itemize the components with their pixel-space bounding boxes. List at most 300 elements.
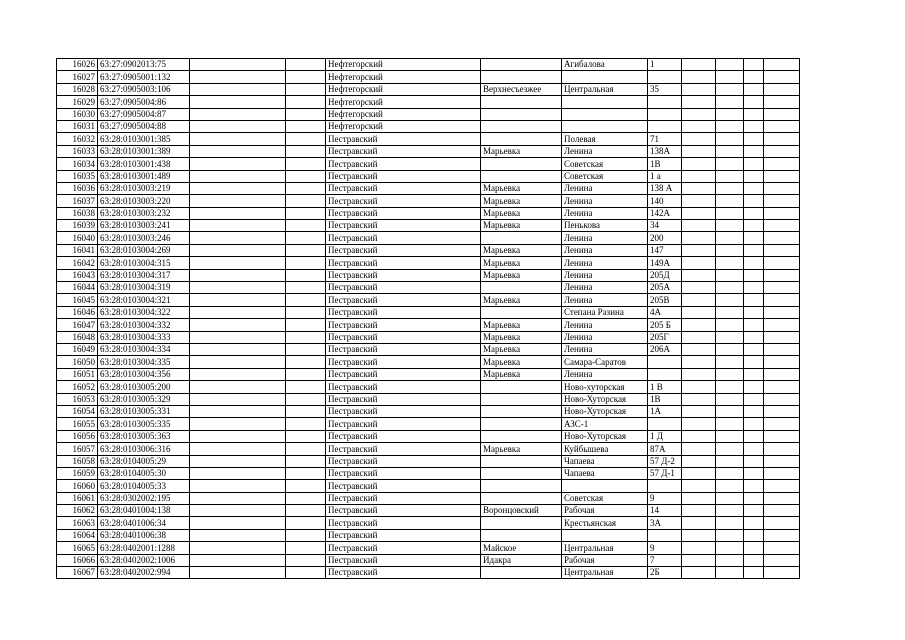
row-number-cell[interactable]: 16040: [57, 232, 98, 244]
empty-cell[interactable]: [744, 120, 764, 132]
empty-cell[interactable]: [716, 443, 744, 455]
locality-cell[interactable]: [481, 381, 562, 393]
house-number-cell[interactable]: [648, 108, 682, 120]
empty-cell[interactable]: [716, 492, 744, 504]
empty-cell[interactable]: [682, 120, 716, 132]
empty-cell[interactable]: [716, 145, 744, 157]
district-cell[interactable]: Пестравский: [326, 257, 481, 269]
empty-cell[interactable]: [286, 170, 326, 182]
district-cell[interactable]: Пестравский: [326, 269, 481, 281]
row-number-cell[interactable]: 16032: [57, 133, 98, 145]
street-cell[interactable]: Ленина: [562, 331, 648, 343]
row-number-cell[interactable]: 16055: [57, 418, 98, 430]
row-number-cell[interactable]: 16044: [57, 282, 98, 294]
row-number-cell[interactable]: 16065: [57, 542, 98, 554]
street-cell[interactable]: Крестьянская: [562, 517, 648, 529]
empty-cell[interactable]: [286, 133, 326, 145]
house-number-cell[interactable]: 147: [648, 244, 682, 256]
empty-cell[interactable]: [716, 405, 744, 417]
house-number-cell[interactable]: 205 Б: [648, 319, 682, 331]
empty-cell[interactable]: [682, 343, 716, 355]
locality-cell[interactable]: Майское: [481, 542, 562, 554]
cadastral-number-cell[interactable]: 63:28:0103003:232: [98, 207, 190, 219]
empty-cell[interactable]: [716, 455, 744, 467]
house-number-cell[interactable]: 200: [648, 232, 682, 244]
empty-cell[interactable]: [682, 133, 716, 145]
empty-cell[interactable]: [764, 418, 800, 430]
empty-cell[interactable]: [744, 257, 764, 269]
cadastral-number-cell[interactable]: 63:28:0104005:30: [98, 467, 190, 479]
empty-cell[interactable]: [682, 195, 716, 207]
locality-cell[interactable]: [481, 567, 562, 579]
district-cell[interactable]: Пестравский: [326, 492, 481, 504]
row-number-cell[interactable]: 16037: [57, 195, 98, 207]
cadastral-number-cell[interactable]: 63:28:0103001:389: [98, 145, 190, 157]
empty-cell[interactable]: [764, 368, 800, 380]
street-cell[interactable]: Ленина: [562, 207, 648, 219]
empty-cell[interactable]: [286, 393, 326, 405]
empty-cell[interactable]: [744, 443, 764, 455]
locality-cell[interactable]: Марьевка: [481, 331, 562, 343]
locality-cell[interactable]: [481, 120, 562, 132]
empty-cell[interactable]: [286, 343, 326, 355]
cadastral-number-cell[interactable]: 63:28:0103004:334: [98, 343, 190, 355]
empty-cell[interactable]: [716, 158, 744, 170]
empty-cell[interactable]: [716, 331, 744, 343]
cadastral-number-cell[interactable]: 63:28:0103004:269: [98, 244, 190, 256]
empty-cell[interactable]: [682, 467, 716, 479]
empty-cell[interactable]: [764, 244, 800, 256]
empty-cell[interactable]: [716, 244, 744, 256]
empty-cell[interactable]: [764, 306, 800, 318]
district-cell[interactable]: Пестравский: [326, 381, 481, 393]
cadastral-number-cell[interactable]: 63:28:0103004:319: [98, 282, 190, 294]
row-number-cell[interactable]: 16058: [57, 455, 98, 467]
cadastral-number-cell[interactable]: 63:28:0103004:315: [98, 257, 190, 269]
empty-cell[interactable]: [286, 306, 326, 318]
empty-cell[interactable]: [744, 145, 764, 157]
district-cell[interactable]: Пестравский: [326, 443, 481, 455]
district-cell[interactable]: Пестравский: [326, 505, 481, 517]
locality-cell[interactable]: [481, 418, 562, 430]
empty-cell[interactable]: [190, 96, 286, 108]
empty-cell[interactable]: [716, 554, 744, 566]
empty-cell[interactable]: [286, 71, 326, 83]
empty-cell[interactable]: [190, 207, 286, 219]
empty-cell[interactable]: [682, 59, 716, 71]
empty-cell[interactable]: [286, 467, 326, 479]
district-cell[interactable]: Пестравский: [326, 430, 481, 442]
row-number-cell[interactable]: 16059: [57, 467, 98, 479]
locality-cell[interactable]: Марьевка: [481, 195, 562, 207]
district-cell[interactable]: Пестравский: [326, 331, 481, 343]
district-cell[interactable]: Пестравский: [326, 405, 481, 417]
empty-cell[interactable]: [190, 368, 286, 380]
house-number-cell[interactable]: [648, 71, 682, 83]
empty-cell[interactable]: [744, 133, 764, 145]
empty-cell[interactable]: [190, 405, 286, 417]
house-number-cell[interactable]: 57 Д-1: [648, 467, 682, 479]
street-cell[interactable]: Ленина: [562, 182, 648, 194]
empty-cell[interactable]: [764, 467, 800, 479]
empty-cell[interactable]: [764, 492, 800, 504]
house-number-cell[interactable]: 34: [648, 220, 682, 232]
empty-cell[interactable]: [716, 83, 744, 95]
empty-cell[interactable]: [744, 195, 764, 207]
empty-cell[interactable]: [744, 430, 764, 442]
empty-cell[interactable]: [286, 96, 326, 108]
empty-cell[interactable]: [682, 517, 716, 529]
locality-cell[interactable]: [481, 96, 562, 108]
street-cell[interactable]: Советская: [562, 170, 648, 182]
locality-cell[interactable]: [481, 393, 562, 405]
locality-cell[interactable]: [481, 430, 562, 442]
locality-cell[interactable]: Марьевка: [481, 356, 562, 368]
empty-cell[interactable]: [764, 331, 800, 343]
empty-cell[interactable]: [744, 418, 764, 430]
empty-cell[interactable]: [190, 393, 286, 405]
empty-cell[interactable]: [744, 319, 764, 331]
empty-cell[interactable]: [286, 418, 326, 430]
empty-cell[interactable]: [744, 505, 764, 517]
empty-cell[interactable]: [190, 108, 286, 120]
row-number-cell[interactable]: 16042: [57, 257, 98, 269]
empty-cell[interactable]: [716, 381, 744, 393]
empty-cell[interactable]: [744, 529, 764, 541]
locality-cell[interactable]: [481, 282, 562, 294]
empty-cell[interactable]: [286, 158, 326, 170]
street-cell[interactable]: Центральная: [562, 83, 648, 95]
empty-cell[interactable]: [764, 195, 800, 207]
empty-cell[interactable]: [716, 529, 744, 541]
cadastral-number-cell[interactable]: 63:28:0103006:316: [98, 443, 190, 455]
empty-cell[interactable]: [764, 282, 800, 294]
empty-cell[interactable]: [764, 480, 800, 492]
district-cell[interactable]: Пестравский: [326, 294, 481, 306]
district-cell[interactable]: Пестравский: [326, 567, 481, 579]
empty-cell[interactable]: [764, 393, 800, 405]
empty-cell[interactable]: [716, 467, 744, 479]
street-cell[interactable]: Агибалова: [562, 59, 648, 71]
empty-cell[interactable]: [764, 455, 800, 467]
empty-cell[interactable]: [682, 529, 716, 541]
row-number-cell[interactable]: 16051: [57, 368, 98, 380]
empty-cell[interactable]: [744, 158, 764, 170]
house-number-cell[interactable]: [648, 418, 682, 430]
empty-cell[interactable]: [744, 368, 764, 380]
street-cell[interactable]: [562, 120, 648, 132]
empty-cell[interactable]: [716, 505, 744, 517]
district-cell[interactable]: Нефтегорский: [326, 120, 481, 132]
empty-cell[interactable]: [682, 269, 716, 281]
row-number-cell[interactable]: 16063: [57, 517, 98, 529]
empty-cell[interactable]: [682, 282, 716, 294]
empty-cell[interactable]: [286, 319, 326, 331]
street-cell[interactable]: Ленина: [562, 244, 648, 256]
empty-cell[interactable]: [286, 381, 326, 393]
empty-cell[interactable]: [744, 480, 764, 492]
empty-cell[interactable]: [286, 492, 326, 504]
district-cell[interactable]: Пестравский: [326, 480, 481, 492]
empty-cell[interactable]: [764, 170, 800, 182]
empty-cell[interactable]: [682, 455, 716, 467]
street-cell[interactable]: Ленина: [562, 319, 648, 331]
empty-cell[interactable]: [744, 182, 764, 194]
house-number-cell[interactable]: 87А: [648, 443, 682, 455]
empty-cell[interactable]: [190, 306, 286, 318]
street-cell[interactable]: Центральная: [562, 567, 648, 579]
locality-cell[interactable]: [481, 306, 562, 318]
district-cell[interactable]: Пестравский: [326, 319, 481, 331]
empty-cell[interactable]: [190, 505, 286, 517]
empty-cell[interactable]: [744, 492, 764, 504]
cadastral-number-cell[interactable]: 63:28:0103005:335: [98, 418, 190, 430]
district-cell[interactable]: Пестравский: [326, 343, 481, 355]
house-number-cell[interactable]: [648, 120, 682, 132]
locality-cell[interactable]: [481, 405, 562, 417]
empty-cell[interactable]: [682, 405, 716, 417]
district-cell[interactable]: Пестравский: [326, 282, 481, 294]
empty-cell[interactable]: [286, 120, 326, 132]
district-cell[interactable]: Пестравский: [326, 182, 481, 194]
house-number-cell[interactable]: 9: [648, 492, 682, 504]
district-cell[interactable]: Пестравский: [326, 356, 481, 368]
house-number-cell[interactable]: [648, 529, 682, 541]
district-cell[interactable]: Нефтегорский: [326, 59, 481, 71]
street-cell[interactable]: Ленина: [562, 195, 648, 207]
empty-cell[interactable]: [286, 244, 326, 256]
empty-cell[interactable]: [286, 517, 326, 529]
house-number-cell[interactable]: 205А: [648, 282, 682, 294]
locality-cell[interactable]: Воронцовский: [481, 505, 562, 517]
empty-cell[interactable]: [744, 282, 764, 294]
empty-cell[interactable]: [682, 71, 716, 83]
row-number-cell[interactable]: 16029: [57, 96, 98, 108]
house-number-cell[interactable]: 1В: [648, 158, 682, 170]
empty-cell[interactable]: [286, 567, 326, 579]
empty-cell[interactable]: [190, 443, 286, 455]
empty-cell[interactable]: [764, 207, 800, 219]
empty-cell[interactable]: [190, 232, 286, 244]
empty-cell[interactable]: [744, 393, 764, 405]
empty-cell[interactable]: [716, 170, 744, 182]
empty-cell[interactable]: [190, 195, 286, 207]
empty-cell[interactable]: [286, 182, 326, 194]
cadastral-number-cell[interactable]: 63:28:0302002:195: [98, 492, 190, 504]
empty-cell[interactable]: [286, 207, 326, 219]
empty-cell[interactable]: [286, 195, 326, 207]
locality-cell[interactable]: [481, 133, 562, 145]
locality-cell[interactable]: Марьевка: [481, 343, 562, 355]
empty-cell[interactable]: [190, 554, 286, 566]
street-cell[interactable]: [562, 480, 648, 492]
house-number-cell[interactable]: [648, 96, 682, 108]
empty-cell[interactable]: [190, 71, 286, 83]
cadastral-number-cell[interactable]: 63:28:0103004:335: [98, 356, 190, 368]
row-number-cell[interactable]: 16064: [57, 529, 98, 541]
street-cell[interactable]: Ново-Хуторская: [562, 405, 648, 417]
street-cell[interactable]: Чапаева: [562, 467, 648, 479]
empty-cell[interactable]: [764, 554, 800, 566]
district-cell[interactable]: Пестравский: [326, 170, 481, 182]
house-number-cell[interactable]: 140: [648, 195, 682, 207]
district-cell[interactable]: Пестравский: [326, 306, 481, 318]
street-cell[interactable]: Ленина: [562, 269, 648, 281]
street-cell[interactable]: [562, 529, 648, 541]
cadastral-number-cell[interactable]: 63:28:0103004:356: [98, 368, 190, 380]
cadastral-number-cell[interactable]: 63:28:0402001:1288: [98, 542, 190, 554]
empty-cell[interactable]: [682, 306, 716, 318]
street-cell[interactable]: Ново-Хуторская: [562, 430, 648, 442]
empty-cell[interactable]: [286, 257, 326, 269]
district-cell[interactable]: Нефтегорский: [326, 71, 481, 83]
empty-cell[interactable]: [744, 517, 764, 529]
empty-cell[interactable]: [190, 319, 286, 331]
empty-cell[interactable]: [764, 542, 800, 554]
empty-cell[interactable]: [286, 282, 326, 294]
house-number-cell[interactable]: 1В: [648, 393, 682, 405]
street-cell[interactable]: Пенькова: [562, 220, 648, 232]
locality-cell[interactable]: [481, 232, 562, 244]
district-cell[interactable]: Пестравский: [326, 232, 481, 244]
empty-cell[interactable]: [744, 232, 764, 244]
empty-cell[interactable]: [682, 319, 716, 331]
locality-cell[interactable]: Марьевка: [481, 145, 562, 157]
street-cell[interactable]: Ново-Хуторская: [562, 393, 648, 405]
empty-cell[interactable]: [744, 381, 764, 393]
locality-cell[interactable]: Марьевка: [481, 269, 562, 281]
house-number-cell[interactable]: 138 А: [648, 182, 682, 194]
empty-cell[interactable]: [682, 567, 716, 579]
row-number-cell[interactable]: 16047: [57, 319, 98, 331]
empty-cell[interactable]: [682, 96, 716, 108]
empty-cell[interactable]: [190, 133, 286, 145]
empty-cell[interactable]: [682, 554, 716, 566]
empty-cell[interactable]: [682, 158, 716, 170]
empty-cell[interactable]: [190, 220, 286, 232]
locality-cell[interactable]: [481, 108, 562, 120]
empty-cell[interactable]: [764, 145, 800, 157]
empty-cell[interactable]: [190, 356, 286, 368]
row-number-cell[interactable]: 16038: [57, 207, 98, 219]
empty-cell[interactable]: [190, 158, 286, 170]
district-cell[interactable]: Пестравский: [326, 455, 481, 467]
empty-cell[interactable]: [744, 244, 764, 256]
house-number-cell[interactable]: 205Д: [648, 269, 682, 281]
locality-cell[interactable]: [481, 529, 562, 541]
district-cell[interactable]: Пестравский: [326, 393, 481, 405]
row-number-cell[interactable]: 16028: [57, 83, 98, 95]
empty-cell[interactable]: [286, 108, 326, 120]
empty-cell[interactable]: [286, 505, 326, 517]
house-number-cell[interactable]: [648, 368, 682, 380]
street-cell[interactable]: [562, 96, 648, 108]
empty-cell[interactable]: [744, 294, 764, 306]
empty-cell[interactable]: [764, 381, 800, 393]
street-cell[interactable]: Ленина: [562, 294, 648, 306]
row-number-cell[interactable]: 16027: [57, 71, 98, 83]
district-cell[interactable]: Пестравский: [326, 529, 481, 541]
locality-cell[interactable]: Марьевка: [481, 294, 562, 306]
empty-cell[interactable]: [190, 244, 286, 256]
empty-cell[interactable]: [190, 430, 286, 442]
cadastral-number-cell[interactable]: 63:28:0103005:331: [98, 405, 190, 417]
empty-cell[interactable]: [764, 405, 800, 417]
row-number-cell[interactable]: 16039: [57, 220, 98, 232]
empty-cell[interactable]: [744, 108, 764, 120]
locality-cell[interactable]: [481, 492, 562, 504]
empty-cell[interactable]: [764, 59, 800, 71]
cadastral-number-cell[interactable]: 63:27:0905003:106: [98, 83, 190, 95]
house-number-cell[interactable]: 14: [648, 505, 682, 517]
empty-cell[interactable]: [286, 220, 326, 232]
locality-cell[interactable]: Марьевка: [481, 257, 562, 269]
empty-cell[interactable]: [764, 567, 800, 579]
district-cell[interactable]: Пестравский: [326, 145, 481, 157]
row-number-cell[interactable]: 16056: [57, 430, 98, 442]
empty-cell[interactable]: [764, 120, 800, 132]
cadastral-number-cell[interactable]: 63:28:0103005:329: [98, 393, 190, 405]
cadastral-number-cell[interactable]: 63:28:0104005:33: [98, 480, 190, 492]
street-cell[interactable]: Рабочая: [562, 505, 648, 517]
empty-cell[interactable]: [716, 207, 744, 219]
cadastral-number-cell[interactable]: 63:28:0104005:29: [98, 455, 190, 467]
district-cell[interactable]: Нефтегорский: [326, 108, 481, 120]
street-cell[interactable]: Ленина: [562, 145, 648, 157]
row-number-cell[interactable]: 16045: [57, 294, 98, 306]
empty-cell[interactable]: [190, 418, 286, 430]
empty-cell[interactable]: [716, 368, 744, 380]
cadastral-number-cell[interactable]: 63:28:0401004:138: [98, 505, 190, 517]
empty-cell[interactable]: [286, 356, 326, 368]
empty-cell[interactable]: [716, 319, 744, 331]
empty-cell[interactable]: [682, 108, 716, 120]
district-cell[interactable]: Пестравский: [326, 244, 481, 256]
locality-cell[interactable]: [481, 467, 562, 479]
empty-cell[interactable]: [716, 232, 744, 244]
empty-cell[interactable]: [716, 182, 744, 194]
empty-cell[interactable]: [716, 269, 744, 281]
empty-cell[interactable]: [682, 356, 716, 368]
district-cell[interactable]: Нефтегорский: [326, 83, 481, 95]
empty-cell[interactable]: [764, 96, 800, 108]
street-cell[interactable]: Ленина: [562, 368, 648, 380]
empty-cell[interactable]: [716, 195, 744, 207]
empty-cell[interactable]: [764, 133, 800, 145]
empty-cell[interactable]: [286, 145, 326, 157]
locality-cell[interactable]: Идакра: [481, 554, 562, 566]
row-number-cell[interactable]: 16034: [57, 158, 98, 170]
row-number-cell[interactable]: 16049: [57, 343, 98, 355]
empty-cell[interactable]: [744, 405, 764, 417]
street-cell[interactable]: Советская: [562, 158, 648, 170]
district-cell[interactable]: Пестравский: [326, 368, 481, 380]
empty-cell[interactable]: [682, 443, 716, 455]
empty-cell[interactable]: [682, 492, 716, 504]
street-cell[interactable]: Куйбышева: [562, 443, 648, 455]
house-number-cell[interactable]: 3А: [648, 517, 682, 529]
empty-cell[interactable]: [190, 343, 286, 355]
house-number-cell[interactable]: [648, 480, 682, 492]
house-number-cell[interactable]: 1 В: [648, 381, 682, 393]
empty-cell[interactable]: [764, 232, 800, 244]
empty-cell[interactable]: [190, 467, 286, 479]
locality-cell[interactable]: [481, 170, 562, 182]
empty-cell[interactable]: [286, 368, 326, 380]
street-cell[interactable]: Степана Разина: [562, 306, 648, 318]
cadastral-number-cell[interactable]: 63:28:0103001:385: [98, 133, 190, 145]
cadastral-number-cell[interactable]: 63:28:0103005:200: [98, 381, 190, 393]
